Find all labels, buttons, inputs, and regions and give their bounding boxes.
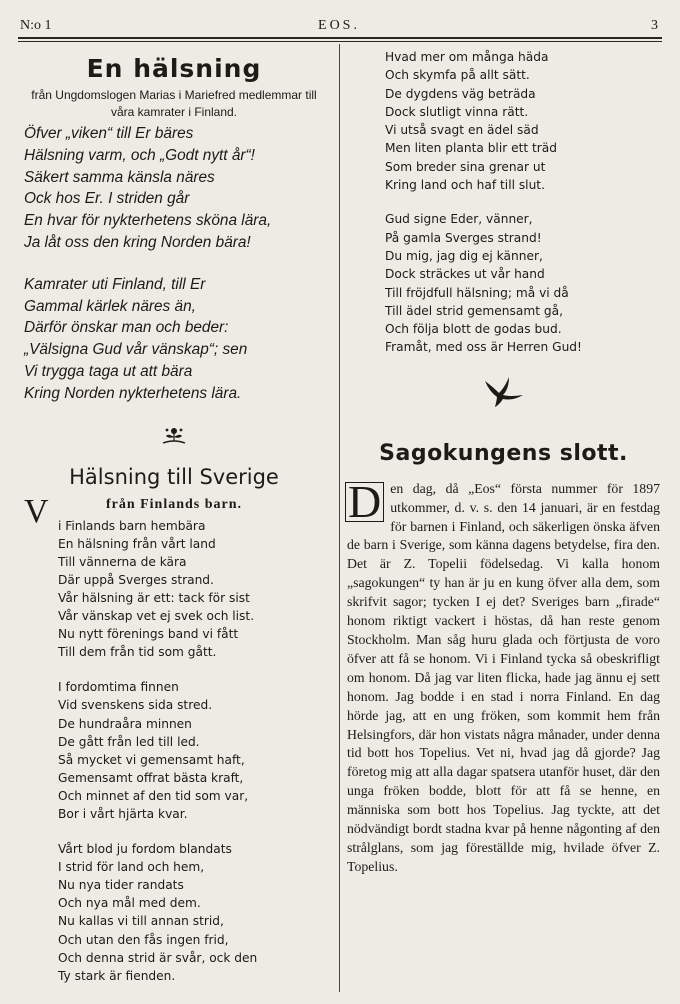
verse-line: Säkert samma känsla näres: [24, 168, 215, 186]
verse-line: Framåt, med oss är Herren Gud!: [385, 340, 582, 355]
verse-line: De hundraåra minnen: [58, 716, 192, 731]
page-number: 3: [651, 18, 658, 33]
verse-line: Så mycket vi gemensamt haft,: [58, 752, 245, 767]
drop-cap: D: [345, 482, 384, 522]
page-header: [20, 16, 658, 36]
verse-line: I fordomtima finnen: [58, 680, 179, 695]
poem2-stanza: [385, 210, 660, 356]
verse-line: Kring Norden nykterhetens lära.: [24, 384, 242, 402]
verse-line: Och denna strid är svår, ock den: [58, 950, 258, 965]
swallow-icon: [347, 373, 660, 413]
poem1-body: [18, 123, 330, 405]
verse-line: Du mig, jag dig ej känner,: [385, 248, 543, 263]
verse-line: Vi utså svagt en ädel säd: [385, 123, 539, 138]
poem2-subtitle: från Finlands barn.: [105, 496, 243, 512]
verse-line: Nu nya tider randats: [58, 878, 184, 893]
verse-line: Hälsning varm, och „Godt nytt år“!: [24, 146, 255, 164]
verse-line: En hvar för nykterhetens sköna lära,: [24, 212, 272, 230]
verse-line: Kamrater uti Finland, till Er: [24, 275, 206, 293]
verse-line: Vår vänskap vet ej svek och list.: [58, 609, 255, 624]
verse-line: Och skymfa på allt sätt.: [385, 68, 530, 83]
verse-line: På gamla Sverges strand!: [385, 230, 542, 245]
verse-line: Där uppå Sverges strand.: [58, 572, 214, 587]
right-column: [347, 48, 660, 877]
poem2-stanza: [58, 678, 330, 823]
verse-line: De gått från led till led.: [58, 734, 200, 749]
verse-line: Nu kallas vi till annan strid,: [58, 914, 224, 929]
column-divider: [339, 44, 340, 992]
verse-line: Kring land och haf till slut.: [385, 178, 545, 193]
journal-name: EOS.: [318, 18, 360, 33]
issue-number: N:o 1: [20, 18, 52, 33]
verse-line: Till ädel strid gemensamt gå,: [385, 303, 563, 318]
verse-line: „Välsigna Gud vår vänskap“; sen: [24, 341, 248, 359]
verse-line: Öfver „viken“ till Er bäres: [24, 125, 194, 142]
verse-line: Gud signe Eder, vänner,: [385, 212, 533, 227]
drop-cap: V: [24, 492, 49, 530]
flower-ornament-icon: [18, 425, 330, 451]
verse-line: Och nya mål med dem.: [58, 896, 201, 911]
verse-line: Som breder sina grenar ut: [385, 159, 546, 174]
verse-line: Och följa blott de godas bud.: [385, 322, 562, 337]
verse-line: Vår hälsning är ett: tack för sist: [58, 590, 250, 605]
verse-line: Ock hos Er. I striden går: [24, 190, 190, 208]
header-rule: [18, 37, 662, 39]
poem2-stanza: [385, 48, 660, 194]
verse-line: En hälsning från vårt land: [58, 536, 216, 551]
verse-line: Till fröjdfull hälsning; må vi då: [385, 285, 569, 300]
verse-line-text: i Finlands barn hembära: [58, 518, 206, 533]
verse-line: Vid svenskens sida stred.: [58, 698, 213, 713]
verse-line: Och minnet af den tid som var,: [58, 788, 249, 803]
poem2-continued: [347, 48, 660, 357]
verse-line: De dygdens väg beträda: [385, 86, 536, 101]
verse-line: Därför önskar man och beder:: [24, 319, 229, 337]
article-title: Sagokungens slott.: [379, 440, 628, 466]
verse-line: Men liten planta blir ett träd: [385, 141, 558, 156]
poem2-title: Hälsning till Sverige: [69, 464, 279, 489]
verse-line: Dock slutligt vinna rätt.: [385, 104, 529, 119]
poem1-stanza: [24, 274, 330, 405]
verse-line: Vårt blod ju fordom blandats: [58, 842, 232, 857]
verse-line: Till dem från tid som gått.: [58, 645, 217, 660]
verse-line: Dock sträckes ut vår hand: [385, 267, 545, 282]
left-column: [18, 48, 330, 1002]
poem2-stanza: [58, 840, 330, 985]
verse-line: Ty stark är fienden.: [58, 968, 176, 983]
poem1-title: En hälsning: [86, 54, 262, 83]
verse-line: Hvad mer om många häda: [385, 50, 549, 64]
verse-line: Ja låt oss den kring Norden bära!: [24, 233, 251, 251]
verse-line: I strid för land och hem,: [58, 860, 205, 875]
verse-line: Nu nytt förenings band vi fått: [58, 627, 239, 642]
poem1-stanza: [24, 123, 330, 254]
article-body: [347, 475, 660, 877]
article-text: en dag, då „Eos“ första nummer för 1897 utkommer, d. v. s. den 14 januari, är en festdag för barnen i Finland, och säkerligen önska äfven de barn i Sverige, som känna dagens betydelse, fira den. Det är Z. Topelii födelsedag. Vi kalla honom „sagokungen“ ty han är ju en kung öfver alla dem, som skrifvit sagor; tycken I ej det? Sveriges barn „firade“ honom riktigt vackert i höstas, då han reste genom Stockholm. Man såg huru glada och förtjusta de voro öfver att få se honom. Vi i Finland tycka så obeskrifligt om honom. Då jag var liten flicka, hade jag ännu ej sett honom. Jag bodde i en stad i norra Finland. En dag hörde jag, att en ung fröken, som kommit hem från Helsingfors, där hon vistats några månader, under denna tid bott hos Topelius. Vet ni, hvad jag då gjorde? Jag företog mig att alla dagar spatsera utanför huset, där den unga fröken bodde, blott för att få se henne, en människa som bott hos Topelius. Jag tyckte, att det nödvändigt bordt stadna kvar på henne någonting af den strålglans, som jag föreställde mig, hvilade öfver Z. Topelius.: [347, 480, 660, 874]
verse-line: Till vännerna de kära: [58, 554, 187, 569]
header-rule-thin: [18, 41, 662, 42]
poem1-subtitle: från Ungdomslogen Marias i Mariefred medlemmar till våra kamrater i Finland.: [31, 88, 317, 119]
verse-line: Gammal kärlek näres än,: [24, 297, 196, 315]
verse-line: Vi trygga taga ut att bära: [24, 362, 193, 380]
verse-line: Bor i vårt hjärta kvar.: [58, 806, 188, 821]
verse-line: Gemensamt offrat bästa kraft,: [58, 770, 244, 785]
verse-line: Och utan den fås ingen frid,: [58, 932, 229, 947]
